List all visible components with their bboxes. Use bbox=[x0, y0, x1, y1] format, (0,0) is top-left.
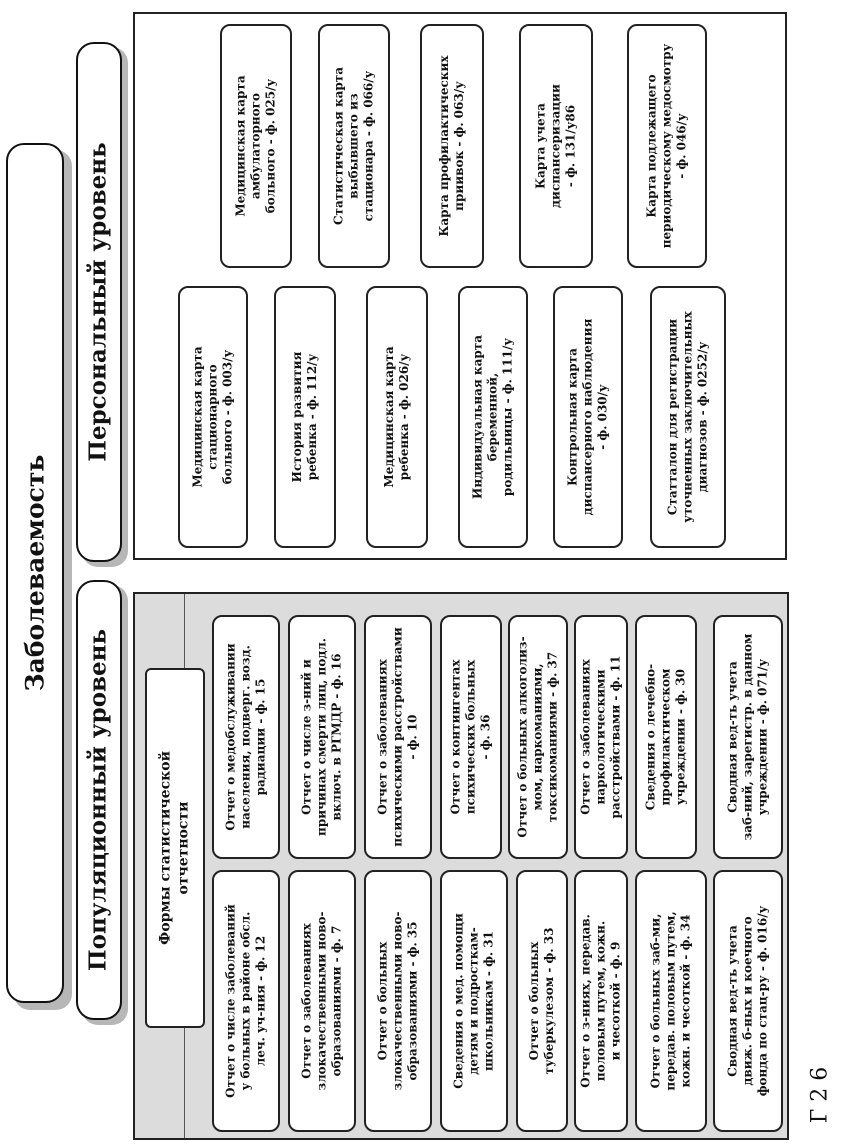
population-left-item-7: Отчет о больных заб-ми, передав. половым путем, кожн. и чесоткой - ф. 34 bbox=[635, 870, 707, 1132]
population-right-item-2: Отчет о числе з-ний и причинах смерти лиц, подл. включ. в РГМДР - ф. 16 bbox=[288, 615, 356, 859]
population-subheading-box bbox=[145, 668, 205, 1028]
personal-left-item-3: Медицинская карта ребенка - ф. 026/у bbox=[366, 286, 428, 548]
population-right-item-8: Сводная вед-ть учета заб-ний, зарегистр. в данном учреждении - ф. 071/у bbox=[713, 615, 783, 859]
population-right-item-4: Отчет о контингентах психических больных - ф. 36 bbox=[440, 615, 502, 859]
personal-right-item-4: Карта учета диспансеризации - ф. 131/у86 bbox=[519, 24, 593, 268]
personal-left-item-1: Медицинская карта стационарного больного - ф. 003/у bbox=[178, 286, 248, 548]
personal-left-item-6: Статталон для регистрации уточненных заключительных диагнозов - ф. 0252/у bbox=[650, 286, 726, 548]
diagram-title-box bbox=[6, 143, 64, 1003]
population-right-item-5: Отчет о больных алкоголиз- мом, наркоманиями, токсикоманиями - ф. 37 bbox=[508, 615, 568, 859]
personal-left-item-2: История развития ребенка - ф. 112/у bbox=[274, 286, 336, 548]
personal-left-item-4: Индивидуальная карта беременной, родильницы - ф. 111/у bbox=[458, 286, 528, 548]
population-subheading: Формы статистической отчетности bbox=[157, 751, 191, 945]
personal-level-heading-box bbox=[76, 42, 122, 562]
population-right-item-7: Сведения о лечебно- профилактическом учреждении - ф. 30 bbox=[635, 615, 697, 859]
population-level-heading: Популяционный уровень bbox=[84, 628, 112, 972]
figure-caption-box bbox=[800, 1050, 840, 1140]
population-left-item-3: Отчет о больных злокачественными ново- образованиями - ф. 35 bbox=[364, 870, 432, 1132]
diagram-title: Заболеваемость bbox=[20, 454, 50, 692]
population-left-item-1: Отчет о числе заболеваний у больных в районе обсл. леч. уч-ния - ф. 12 bbox=[212, 870, 280, 1132]
population-left-item-8: Сводная вед-ть учета движ. б-ных и коечного фонда по стац-ру - ф. 016/у bbox=[713, 870, 783, 1132]
population-left-item-6: Отчет о з-ниях, передав. половым путем, кожн. и чесоткой - ф. 9 bbox=[574, 870, 628, 1132]
population-left-item-4: Сведения о мед. помощи детям и подросткам- школьникам - ф. 31 bbox=[440, 870, 508, 1132]
personal-right-item-5: Карта подлежащего периодическому медосмотру - ф. 046/у bbox=[627, 24, 707, 268]
personal-level-heading: Персональный уровень bbox=[84, 142, 112, 462]
population-level-heading-box bbox=[76, 580, 122, 1020]
population-left-item-2: Отчет о заболеваниях злокачественными ново- образованиями - ф. 7 bbox=[288, 870, 356, 1132]
personal-right-item-3: Карта профилактических приивок - ф. 063/у bbox=[420, 24, 484, 268]
personal-left-item-5: Контрольная карта диспансерного наблюдения - ф. 030/у bbox=[553, 286, 623, 548]
personal-right-item-1: Медицинская карта амбулаторного больного - ф. 025/у bbox=[220, 24, 292, 268]
personal-right-item-2: Статистическая карта выбывшего из стационара - ф. 066/у bbox=[318, 24, 390, 268]
population-right-item-6: Отчет о заболеваниях наркологическими расстройствами - ф. 11 bbox=[574, 615, 628, 859]
figure-caption: Г 2 6 bbox=[807, 1066, 833, 1124]
population-right-item-1: Отчет о медобслуживании населения, подверг. возд. радиации - ф. 15 bbox=[212, 615, 280, 859]
population-right-item-3: Отчет о заболеваниях психическими расстройствами - ф. 10 bbox=[364, 615, 432, 859]
population-left-item-5: Отчет о больных туберкулезом - ф. 33 bbox=[516, 870, 568, 1132]
